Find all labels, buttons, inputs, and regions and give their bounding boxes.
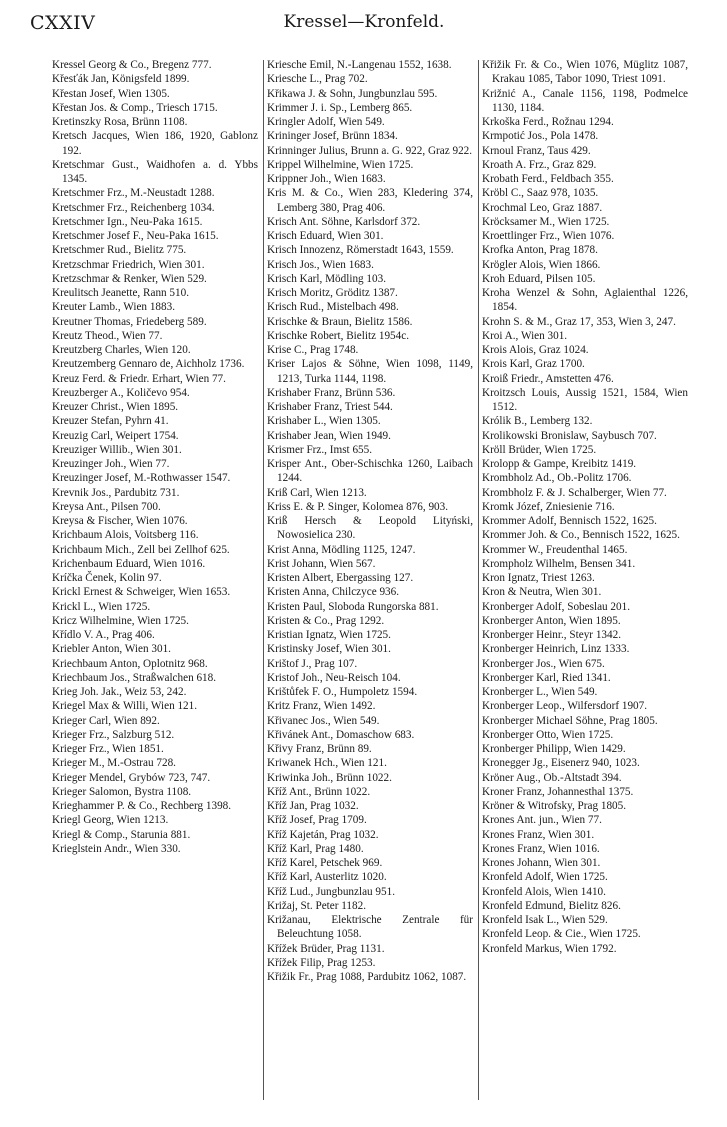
directory-entry: Krieger Frz., Salzburg 512. — [52, 728, 175, 741]
directory-entry: Kretzschmar & Renker, Wien 529. — [52, 272, 207, 285]
directory-entry: Kronfeld Alois, Wien 1410. — [482, 885, 606, 898]
directory-entry: Kreutzberg Charles, Wien 120. — [52, 344, 191, 356]
directory-entry: Křivánek Ant., Domaschow 683. — [267, 728, 415, 741]
directory-entry: Krisch Moritz, Gröditz 1387. — [267, 287, 398, 299]
directory-entry: Kressel Georg & Co., Bregenz 777. — [52, 59, 212, 71]
directory-entry: Kronberger Michael Söhne, Prag 1805. — [482, 714, 658, 727]
directory-entry: Kronfeld Isak L., Wien 529. — [482, 914, 608, 926]
directory-entry: Križaj, St. Peter 1182. — [267, 899, 367, 912]
directory-entry: Krishaber Franz, Triest 544. — [267, 401, 393, 413]
directory-column-2 — [267, 58, 473, 984]
directory-entry: Križnić A., Canale 1156, 1198, Podmelce 1130, 1184. — [482, 87, 688, 114]
directory-entry: Krininger Josef, Brünn 1834. — [267, 130, 398, 143]
directory-entry: Kronfeld Markus, Wien 1792. — [482, 942, 617, 955]
directory-entry: Krisch Eduard, Wien 301. — [267, 230, 384, 242]
directory-entry: Križanau, Elektrische Zentrale für Beleuchtung 1058. — [267, 914, 473, 941]
directory-entry: Kristian Ignatz, Wien 1725. — [267, 629, 391, 641]
directory-entry: Kríčka Čenek, Kolin 97. — [52, 572, 162, 584]
directory-entry: Kreutzemberg Gennaro de, Aichholz 1736. — [52, 358, 245, 371]
directory-entry: Krofka Anton, Prag 1878. — [482, 244, 598, 257]
directory-entry: Krismer Frz., Imst 655. — [267, 443, 373, 456]
directory-entry: Kron Ignatz, Triest 1263. — [482, 572, 595, 584]
directory-entry: Kroitzsch Louis, Aussig 1521, 1584, Wien 1512. — [482, 386, 688, 413]
directory-entry: Krögler Alois, Wien 1866. — [482, 258, 601, 271]
column-divider — [263, 60, 264, 1100]
directory-entry: Kreuter Lamb., Wien 1883. — [52, 301, 175, 314]
directory-entry: Krombholz F. & J. Schalberger, Wien 77. — [482, 486, 667, 499]
directory-entry: Kristen Paul, Sloboda Rungorska 881. — [267, 600, 439, 613]
directory-entry: Krishaber L., Wien 1305. — [267, 415, 381, 428]
directory-entry: Krippner Joh., Wien 1683. — [267, 173, 386, 185]
directory-entry: Kristen Anna, Chilczyce 936. — [267, 586, 400, 599]
page-number: CXXIV — [30, 12, 96, 34]
directory-entry: Kreulitsch Jeanette, Rann 510. — [52, 287, 190, 299]
directory-entry: Krippel Wilhelmine, Wien 1725. — [267, 158, 414, 171]
directory-entry: Kretschmer Josef F., Neu-Paka 1615. — [52, 230, 219, 242]
directory-entry: Krise C., Prag 1748. — [267, 344, 359, 356]
directory-entry: Kricz Wilhelmine, Wien 1725. — [52, 614, 189, 627]
directory-entry: Kriß Hersch & Leopold Lityński, Nowosielica 230. — [267, 515, 473, 542]
directory-entry: Kreutz Theod., Wien 77. — [52, 329, 163, 342]
directory-entry: Krieger Mendel, Grybów 723, 747. — [52, 771, 211, 784]
directory-entry: Kronberger Leop., Wilfersdorf 1907. — [482, 700, 648, 713]
directory-entry: Kronberger Adolf, Sobeslau 201. — [482, 600, 631, 613]
directory-entry: Krisch Innozenz, Römerstadt 1643, 1559. — [267, 244, 454, 257]
directory-entry: Kreuzer Christ., Wien 1895. — [52, 401, 179, 413]
directory-entry: Kristinsky Josef, Wien 301. — [267, 643, 391, 656]
directory-entry: Krishaber Jean, Wien 1949. — [267, 429, 391, 442]
directory-entry: Krickl L., Wien 1725. — [52, 600, 151, 613]
directory-entry: Krishaber Franz, Brünn 536. — [267, 386, 396, 399]
directory-entry: Krones Ant. jun., Wien 77. — [482, 814, 602, 827]
directory-entry: Krimmer J. i. Sp., Lemberg 865. — [267, 101, 413, 114]
directory-entry: Krisch Ant. Söhne, Karlsdorf 372. — [267, 215, 421, 228]
directory-entry: Kříž Karl, Austerlitz 1020. — [267, 871, 387, 884]
directory-entry: Kříž Josef, Prag 1709. — [267, 814, 367, 827]
directory-entry: Krobath Ferd., Feldbach 355. — [482, 173, 614, 185]
directory-entry: Kreutner Thomas, Friedeberg 589. — [52, 315, 207, 328]
directory-entry: Kříž Karl, Prag 1480. — [267, 842, 364, 855]
directory-entry: Křížek Filip, Prag 1253. — [267, 956, 376, 969]
directory-entry: Kristof Joh., Neu-Reisch 104. — [267, 671, 401, 684]
directory-entry: Kronegger Jg., Eisenerz 940, 1023. — [482, 757, 640, 770]
directory-entry: Kriesche Emil, N.-Langenau 1552, 1638. — [267, 59, 452, 71]
directory-entry: Kristen & Co., Prag 1292. — [267, 614, 385, 627]
directory-entry: Krichenbaum Eduard, Wien 1016. — [52, 557, 206, 570]
directory-entry: Krompholz Wilhelm, Bensen 341. — [482, 557, 636, 570]
directory-column-1 — [52, 58, 258, 856]
directory-entry: Kristen Albert, Ebergassing 127. — [267, 572, 414, 584]
directory-entry: Křížek Brüder, Prag 1131. — [267, 942, 385, 955]
directory-entry: Kriß Carl, Wien 1213. — [267, 486, 367, 499]
directory-entry: Krisch Rud., Mistelbach 498. — [267, 301, 399, 314]
directory-entry: Kretschmer Rud., Bielitz 775. — [52, 244, 187, 257]
directory-entry: Kretschmar Gust., Waidhofen a. d. Ybbs 1345. — [52, 158, 258, 185]
directory-entry: Krischke Robert, Bielitz 1954c. — [267, 329, 409, 342]
directory-entry: Kretschmer Ign., Neu-Paka 1615. — [52, 215, 203, 228]
directory-entry: Kronberger L., Wien 549. — [482, 686, 598, 698]
directory-entry: Krichbaum Mich., Zell bei Zellhof 625. — [52, 543, 230, 556]
directory-entry: Kröner Aug., Ob.-Altstadt 394. — [482, 771, 622, 784]
directory-entry: Kretschmer Frz., Reichenberg 1034. — [52, 201, 215, 214]
directory-entry: Kreuziger Willib., Wien 301. — [52, 443, 182, 456]
directory-entry: Krommer Joh. & Co., Bennisch 1522, 1625. — [482, 529, 680, 542]
directory-entry: Krohn S. & M., Graz 17, 353, Wien 3, 247. — [482, 315, 676, 328]
directory-entry: Kriechbaum Jos., Straßwalchen 618. — [52, 671, 217, 684]
directory-entry: Křižik Fr. & Co., Wien 1076, Müglitz 1087, Krakau 1085, Tabor 1090, Triest 1091. — [482, 59, 688, 86]
directory-entry: Křivy Franz, Brünn 89. — [267, 743, 372, 755]
directory-entry: Kronberger Heinr., Steyr 1342. — [482, 629, 621, 641]
directory-entry: Krisper Ant., Ober-Schischka 1260, Laibach 1244. — [267, 458, 473, 485]
directory-entry: Kronberger Karl, Ried 1341. — [482, 671, 611, 684]
directory-entry: Kretschmer Frz., M.-Neustadt 1288. — [52, 187, 215, 200]
directory-entry: Kříž Lud., Jungbunzlau 951. — [267, 885, 396, 898]
directory-entry: Krieghammer P. & Co., Rechberg 1398. — [52, 800, 232, 812]
directory-entry: Kronfeld Adolf, Wien 1725. — [482, 871, 608, 884]
directory-entry: Kriebler Anton, Wien 301. — [52, 643, 171, 656]
directory-entry: Křestan Jos. & Comp., Triesch 1715. — [52, 101, 218, 114]
directory-entry: Kroha Wenzel & Sohn, Aglaienthal 1226, 1854. — [482, 287, 688, 314]
directory-entry: Krochmal Leo, Graz 1887. — [482, 201, 603, 214]
directory-entry: Kroiß Friedr., Amstetten 476. — [482, 372, 614, 385]
directory-entry: Krones Franz, Wien 301. — [482, 828, 595, 841]
page-title: Kressel—Kronfeld. — [283, 12, 445, 32]
directory-entry: Křivanec Jos., Wien 549. — [267, 714, 380, 727]
directory-entry: Kröner & Witrofsky, Prag 1805. — [482, 800, 627, 812]
directory-entry: Kriegl Georg, Wien 1213. — [52, 814, 169, 827]
directory-entry: Kriwanek Hch., Wien 121. — [267, 757, 387, 770]
directory-entry: Krieg Joh. Jak., Weiz 53, 242. — [52, 686, 187, 698]
directory-entry: Kroh Eduard, Pilsen 105. — [482, 272, 596, 285]
directory-entry: Kringler Adolf, Wien 549. — [267, 116, 385, 128]
directory-entry: Kreuzinger Josef, M.-Rothwasser 1547. — [52, 472, 231, 485]
directory-entry: Krones Johann, Wien 301. — [482, 857, 601, 869]
directory-entry: Krinninger Julius, Brunn a. G. 922, Graz 922. — [267, 144, 473, 157]
directory-entry: Kriss E. & P. Singer, Kolomea 876, 903. — [267, 500, 449, 513]
directory-entry: Kříž Jan, Prag 1032. — [267, 800, 359, 812]
directory-entry: Kříž Karel, Petschek 969. — [267, 857, 383, 869]
page-header — [30, 6, 698, 36]
directory-entry: Krkoška Ferd., Rožnau 1294. — [482, 116, 614, 128]
directory-entry: Krisch Karl, Mödling 103. — [267, 272, 387, 285]
directory-entry: Krolopp & Gampe, Kreibitz 1419. — [482, 458, 637, 470]
directory-entry: Kreuzig Carl, Weipert 1754. — [52, 429, 179, 442]
directory-entry: Kříž Kajetán, Prag 1032. — [267, 828, 379, 841]
directory-entry: Krommer Adolf, Bennisch 1522, 1625. — [482, 515, 657, 527]
directory-entry: Krištůfek F. O., Humpoletz 1594. — [267, 686, 418, 698]
directory-entry: Kritz Franz, Wien 1492. — [267, 700, 376, 713]
directory-entry: Kröll Brüder, Wien 1725. — [482, 443, 597, 456]
directory-entry: Krieger M., M.-Ostrau 728. — [52, 757, 176, 770]
directory-entry: Kris M. & Co., Wien 283, Kledering 374, Lemberg 380, Prag 406. — [267, 187, 473, 214]
directory-entry: Krolikowski Bronislaw, Saybusch 707. — [482, 429, 657, 442]
directory-entry: Kriegel Max & Willi, Wien 121. — [52, 700, 198, 713]
directory-entry: Krischke & Braun, Bielitz 1586. — [267, 315, 413, 328]
directory-entry: Křesťák Jan, Königsfeld 1899. — [52, 73, 190, 86]
directory-entry: Kříž Ant., Brünn 1022. — [267, 785, 371, 798]
directory-entry: Kretinszky Rosa, Brünn 1108. — [52, 116, 188, 128]
directory-entry: Kronberger Jos., Wien 675. — [482, 657, 605, 670]
directory-entry: Kromk Józef, Zniesienie 716. — [482, 500, 615, 513]
directory-entry: Křižik Fr., Prag 1088, Pardubitz 1062, 1087. — [267, 971, 467, 983]
directory-entry: Krist Johann, Wien 567. — [267, 557, 376, 570]
column-divider — [478, 60, 479, 1100]
directory-entry: Kriser Lajos & Söhne, Wien 1098, 1149, 1213, Turka 1144, 1198. — [267, 358, 473, 385]
directory-entry: Kröcksamer M., Wien 1725. — [482, 215, 610, 228]
directory-entry: Kröbl C., Saaz 978, 1035. — [482, 187, 599, 200]
directory-entry: Křídlo V. A., Prag 406. — [52, 629, 155, 641]
directory-entry: Kreuzberger A., Količevo 954. — [52, 386, 190, 399]
directory-entry: Krist Anna, Mödling 1125, 1247. — [267, 543, 416, 556]
directory-entry: Krichbaum Alois, Voitsberg 116. — [52, 529, 199, 542]
directory-entry: Křikawa J. & Sohn, Jungbunzlau 595. — [267, 87, 438, 100]
directory-entry: Kroath A. Frz., Graz 829. — [482, 158, 597, 171]
directory-entry: Kriwinka Joh., Brünn 1022. — [267, 771, 392, 784]
directory-entry: Krones Franz, Wien 1016. — [482, 842, 600, 855]
directory-entry: Kreuzer Stefan, Pyhrn 41. — [52, 415, 169, 428]
directory-entry: Křestan Josef, Wien 1305. — [52, 87, 170, 100]
directory-entry: Krieger Frz., Wien 1851. — [52, 743, 164, 755]
directory-entry: Krištof J., Prag 107. — [267, 657, 358, 670]
directory-entry: Krisch Jos., Wien 1683. — [267, 258, 374, 271]
directory-entry: Kretzschmar Friedrich, Wien 301. — [52, 258, 205, 271]
directory-entry: Kreysa Ant., Pilsen 700. — [52, 500, 161, 513]
directory-entry: Kronfeld Edmund, Bielitz 826. — [482, 899, 621, 912]
directory-entry: Kronberger Heinrich, Linz 1333. — [482, 643, 630, 656]
directory-entry: Krieger Carl, Wien 892. — [52, 714, 160, 727]
directory-entry: Krevnik Jos., Pardubitz 731. — [52, 486, 180, 499]
directory-entry: Kreuz Ferd. & Friedr. Erhart, Wien 77. — [52, 372, 226, 385]
directory-entry: Królik B., Lemberg 132. — [482, 415, 593, 428]
directory-column-3 — [482, 58, 688, 956]
directory-entry: Krois Alois, Graz 1024. — [482, 344, 589, 356]
directory-entry: Kronfeld Leop. & Cie., Wien 1725. — [482, 928, 641, 941]
directory-entry: Krmpotić Jos., Pola 1478. — [482, 130, 599, 143]
directory-entry: Kronberger Philipp, Wien 1429. — [482, 743, 626, 755]
directory-entry: Kretsch Jacques, Wien 186, 1920, Gablonz 192. — [52, 130, 258, 157]
directory-entry: Kron & Neutra, Wien 301. — [482, 586, 602, 599]
directory-entry: Krois Karl, Graz 1700. — [482, 358, 585, 371]
directory-entry: Kreuzinger Joh., Wien 77. — [52, 458, 170, 470]
directory-entry: Kroi A., Wien 301. — [482, 329, 568, 342]
directory-entry: Kriesche L., Prag 702. — [267, 73, 368, 86]
directory-entry: Krombholz Ad., Ob.-Politz 1706. — [482, 472, 632, 485]
directory-entry: Kriegl & Comp., Starunia 881. — [52, 828, 191, 841]
directory-entry: Krommer W., Freudenthal 1465. — [482, 543, 628, 556]
directory-entry: Kronberger Otto, Wien 1725. — [482, 728, 614, 741]
directory-entry: Kriechbaum Anton, Oplotnitz 968. — [52, 657, 208, 670]
directory-entry: Kroner Franz, Johannesthal 1375. — [482, 785, 634, 798]
directory-entry: Krnoul Franz, Taus 429. — [482, 144, 591, 157]
directory-entry: Krieglstein Andr., Wien 330. — [52, 842, 181, 855]
directory-entry: Kroettlinger Frz., Wien 1076. — [482, 230, 615, 242]
directory-entry: Krickl Ernest & Schweiger, Wien 1653. — [52, 586, 231, 599]
directory-entry: Kronberger Anton, Wien 1895. — [482, 614, 621, 627]
directory-entry: Kreysa & Fischer, Wien 1076. — [52, 515, 188, 527]
directory-entry: Krieger Salomon, Bystra 1108. — [52, 785, 192, 798]
